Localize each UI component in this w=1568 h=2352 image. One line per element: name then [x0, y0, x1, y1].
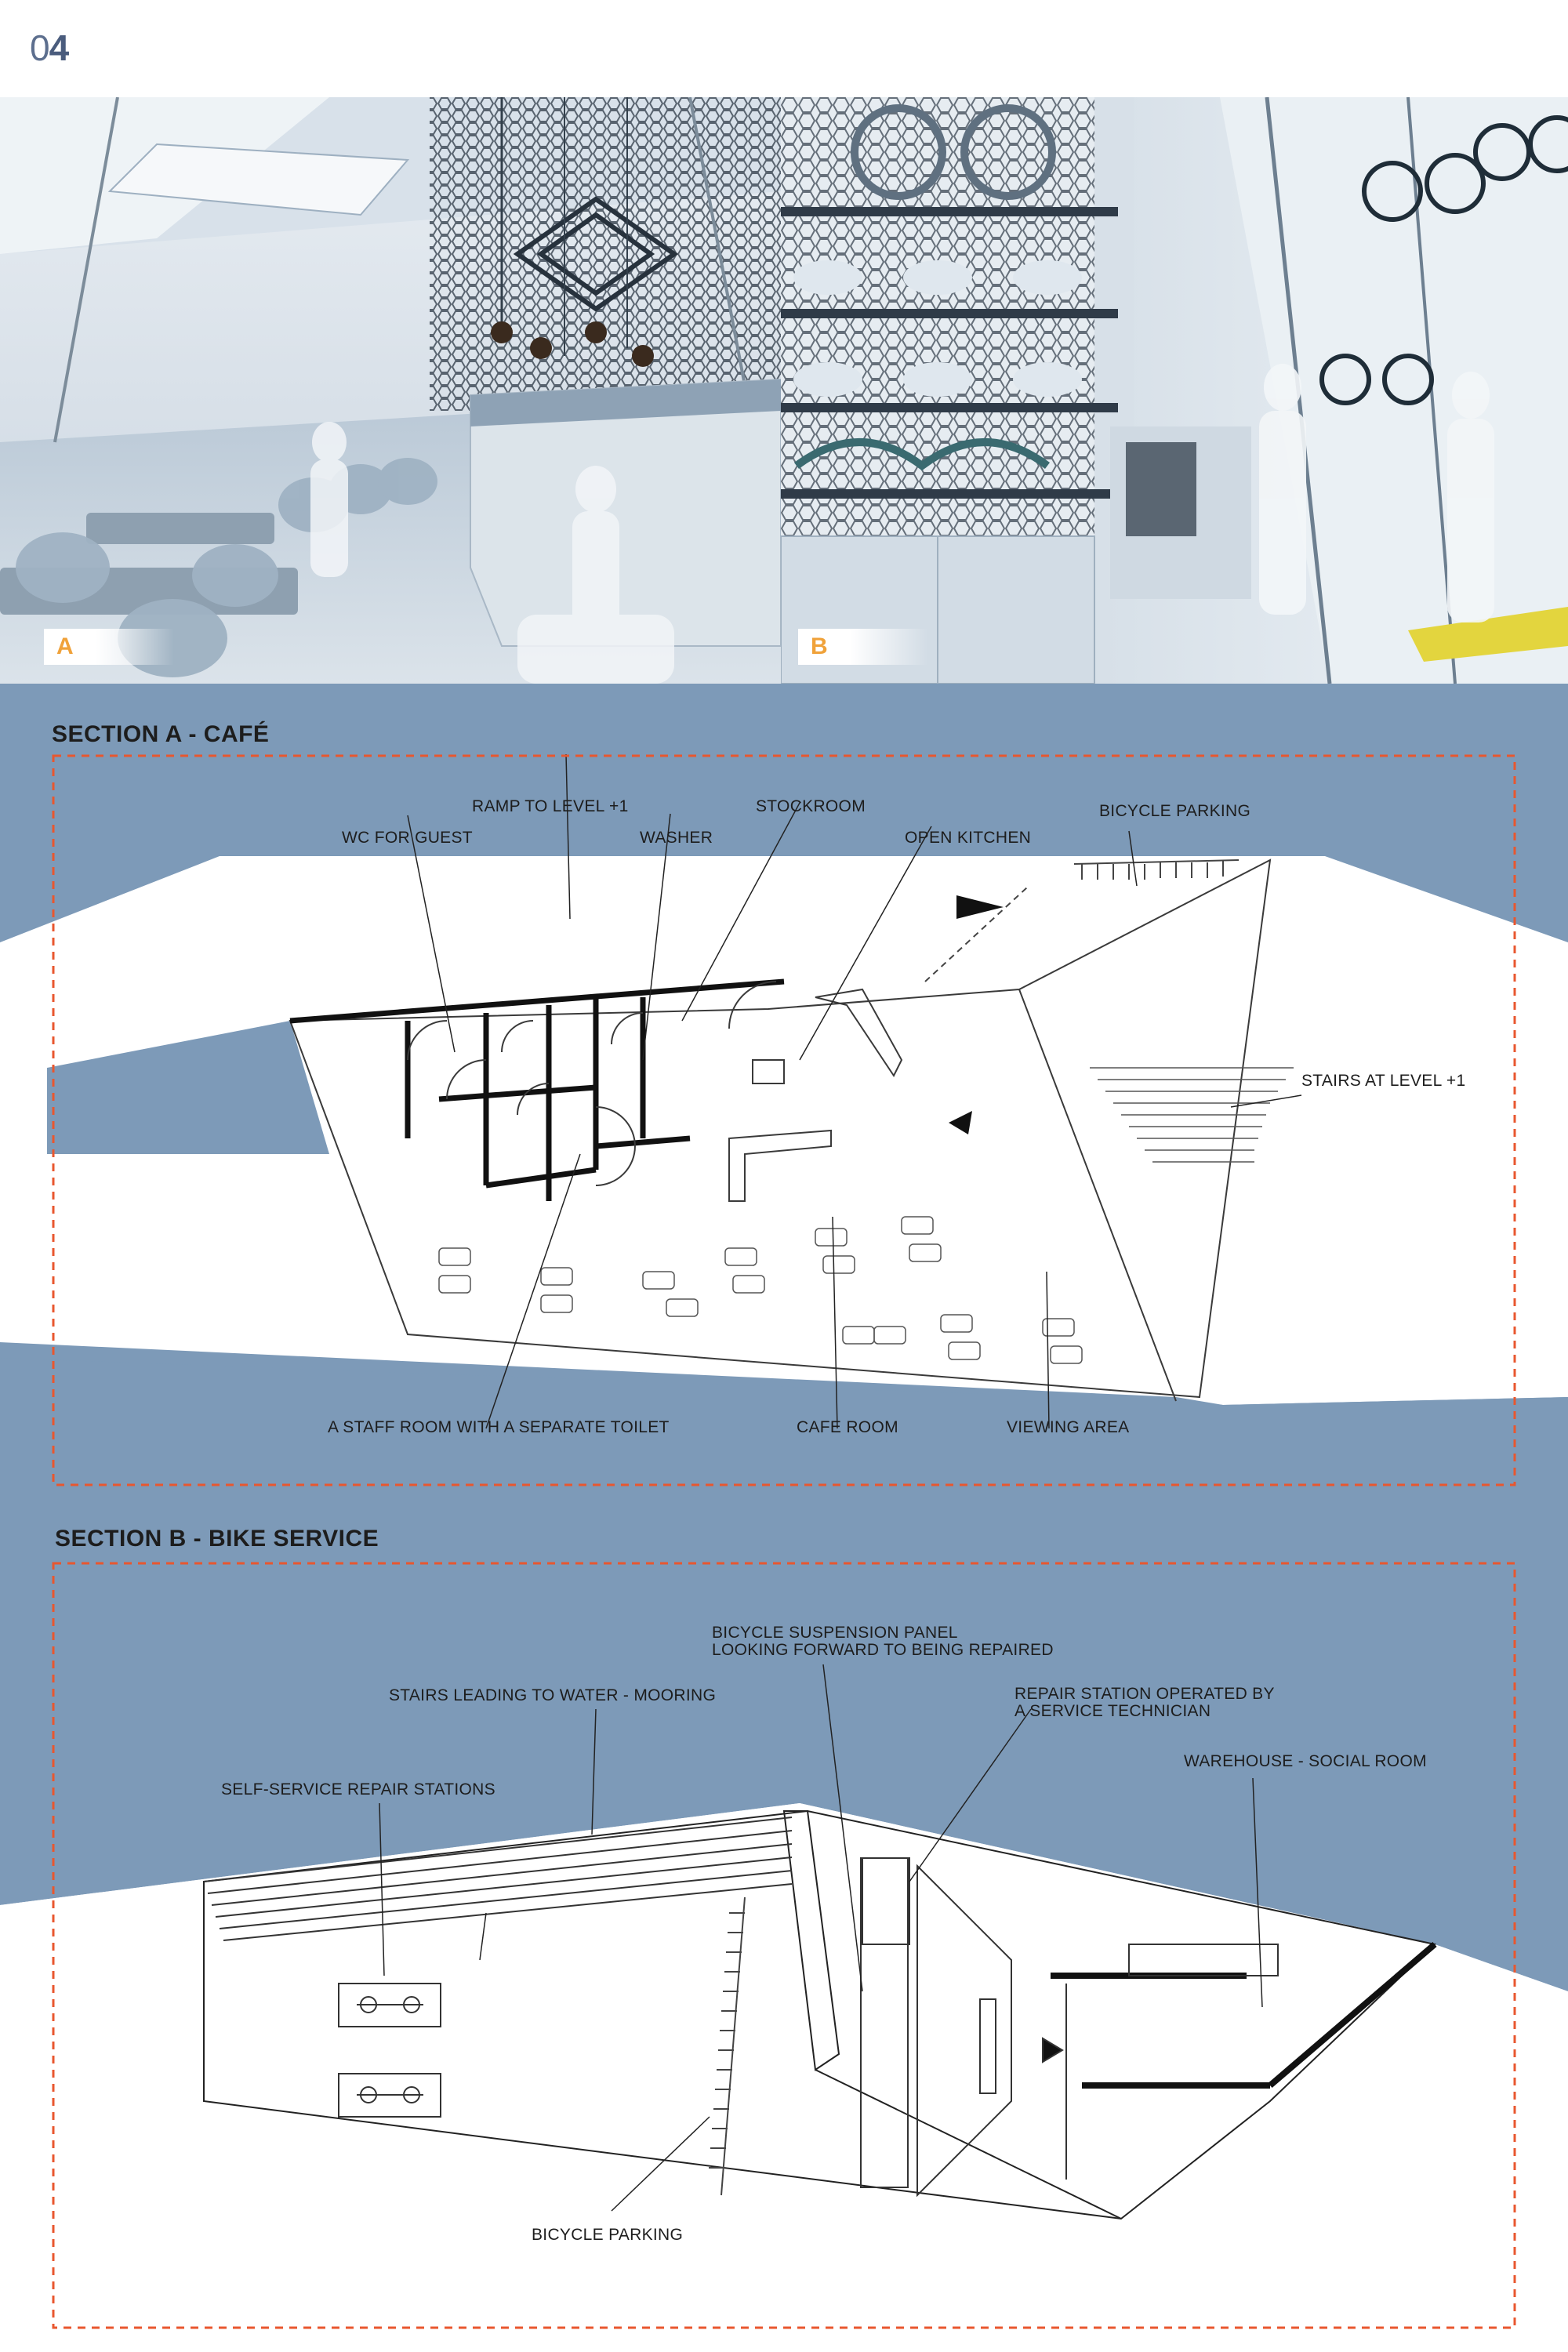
label-washer: WASHER: [640, 829, 713, 847]
label-viewing-area: VIEWING AREA: [1007, 1418, 1130, 1436]
label-self-service-repair-stations: SELF-SERVICE REPAIR STATIONS: [221, 1780, 495, 1798]
label-open-kitchen: OPEN KITCHEN: [905, 829, 1032, 847]
section-a-plan: [0, 684, 1568, 1505]
label-wc-for-guest: WC FOR GUEST: [342, 829, 473, 847]
section-b-title: SECTION B - BIKE SERVICE: [55, 1526, 379, 1552]
label-stairs-level-1: STAIRS AT LEVEL +1: [1301, 1072, 1466, 1090]
page-number: 04: [30, 27, 69, 68]
label-bicycle-suspension-panel: BICYCLE SUSPENSION PANEL LOOKING FORWARD TO BEING REPAIRED: [712, 1624, 1054, 1659]
label-ramp-to-level-1: RAMP TO LEVEL +1: [472, 797, 629, 815]
render-b-tag: B: [798, 629, 928, 665]
label-bicycle-parking-b: BICYCLE PARKING: [532, 2226, 684, 2244]
label-stairs-leading-to-water: STAIRS LEADING TO WATER - MOORING: [389, 1686, 717, 1704]
render-cafe-image: [0, 97, 781, 684]
label-bicycle-parking-a: BICYCLE PARKING: [1099, 802, 1251, 820]
label-warehouse-social-room: WAREHOUSE - SOCIAL ROOM: [1184, 1752, 1427, 1770]
render-bike-service-image: [781, 97, 1568, 684]
label-cafe-room: CAFE ROOM: [797, 1418, 898, 1436]
section-a-title: SECTION A - CAFÉ: [52, 721, 270, 747]
section-b-plan: [0, 1505, 1568, 2352]
render-a-tag: A: [44, 629, 174, 665]
label-staff-room: A STAFF ROOM WITH A SEPARATE TOILET: [328, 1418, 670, 1436]
label-repair-station-technician: REPAIR STATION OPERATED BY A SERVICE TECHNICIAN: [1014, 1685, 1275, 1720]
label-stockroom: STOCKROOM: [756, 797, 866, 815]
